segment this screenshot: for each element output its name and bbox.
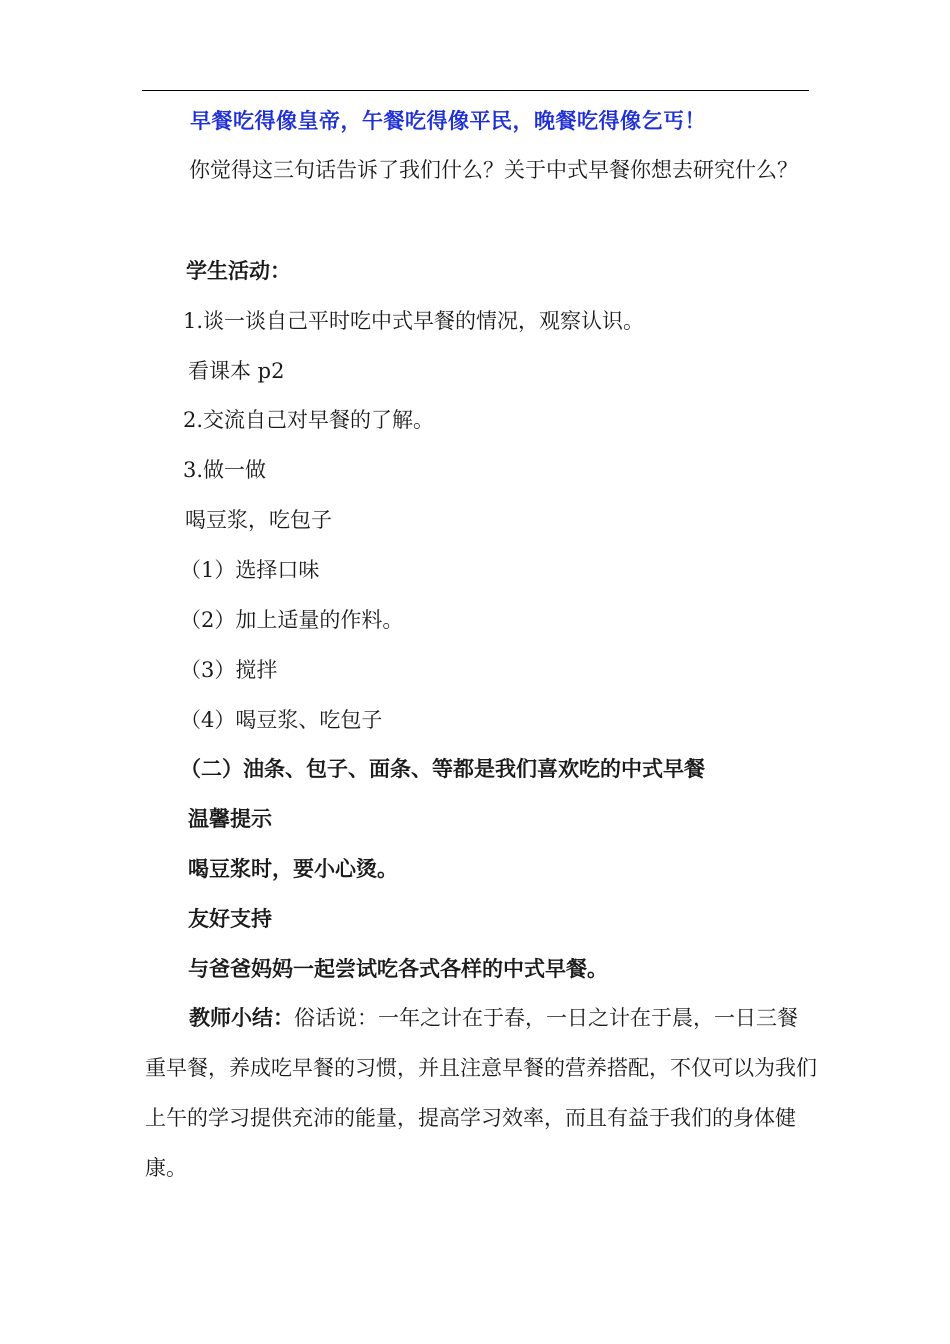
step-item: （4）喝豆浆、吃包子 (180, 708, 383, 732)
activity-item-1: 1.谈一谈自己平时吃中式早餐的情况，观察认识。 (183, 309, 645, 333)
step-item: （2）加上适量的作料。 (180, 608, 404, 632)
summary-text: 俗话说：一年之计在于春，一日之计在于晨，一日三餐重早餐，养成吃早餐的习惯，并且注意早餐的营养搭配，不仅可以为我们上午的学习提供充沛的能量，提高学习效率，而且有益于我们的身体健康。 (145, 1006, 817, 1180)
step-item: （1）选择口味 (180, 558, 320, 582)
summary-label: 教师小结： (189, 1005, 294, 1030)
activity-item-3: 3.做一做 (183, 458, 267, 482)
tip-text: 喝豆浆时，要小心烫。 (188, 856, 398, 881)
proverb: 早餐吃得像皇帝，午餐吃得像平民，晚餐吃得像乞丐！ (190, 108, 706, 133)
section-2-heading: （二）油条、包子、面条、等都是我们喜欢吃的中式早餐 (180, 756, 705, 781)
question-paragraph: 你觉得这三句话告诉了我们什么？关于中式早餐你想去研究什么？ (189, 158, 798, 182)
support-text: 与爸爸妈妈一起尝试吃各式各样的中式早餐。 (188, 956, 608, 981)
textbook-reference: 看课本 p2 (188, 359, 285, 383)
student-activity-heading: 学生活动： (186, 258, 291, 283)
header-rule (142, 90, 809, 91)
tip-heading: 温馨提示 (188, 806, 272, 831)
support-heading: 友好支持 (188, 906, 272, 931)
activity-3-title: 喝豆浆，吃包子 (185, 508, 332, 532)
teacher-summary-paragraph (145, 993, 817, 1193)
activity-item-2: 2.交流自己对早餐的了解。 (183, 408, 435, 432)
step-item: （3）搅拌 (180, 658, 278, 682)
